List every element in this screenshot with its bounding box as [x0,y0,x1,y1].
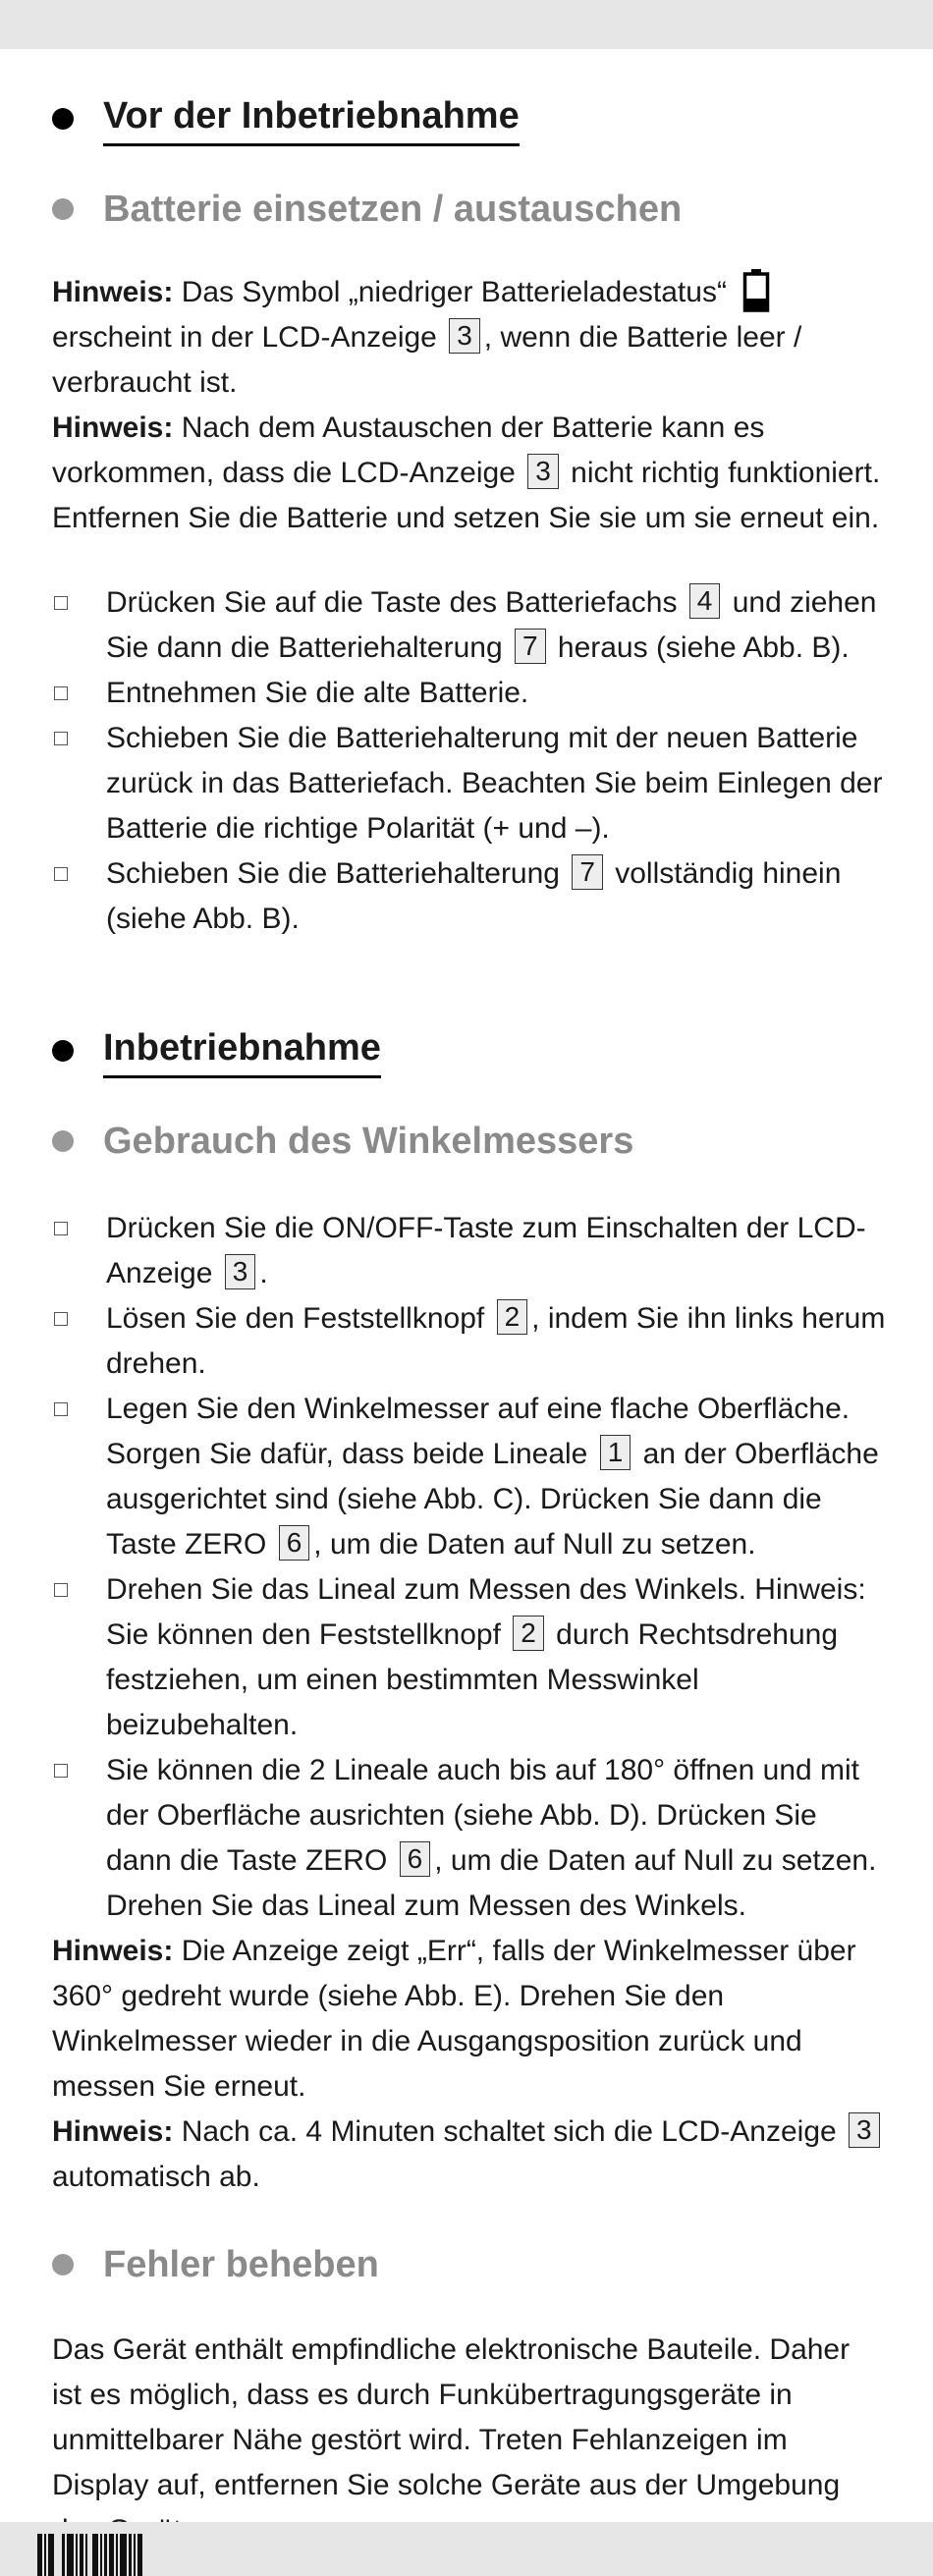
list-item: Entnehmen Sie die alte Batterie. [52,671,887,716]
checkbox-bullet-icon [54,1402,68,1416]
ref-number-2: 2 [497,1299,528,1335]
checkbox-bullet-icon [54,867,68,881]
ref-number-7: 7 [572,854,603,890]
list-item: Legen Sie den Winkelmesser auf eine flache Oberfläche. Sorgen Sie dafür, dass beide Lineale 1 an der Oberfläche ausgerichtet sind (siehe Abb. C). Drücken Sie dann die Taste ZERO 6 , um die Daten auf Null zu setzen. [52,1387,887,1567]
checkbox-bullet-icon [54,1583,68,1597]
ref-number-3: 3 [225,1254,256,1289]
barcode-icon [37,2534,163,2576]
top-margin-bar [0,0,933,49]
ref-number-6: 6 [279,1525,310,1561]
list-item: Drücken Sie die ON/OFF-Taste zum Einschalten der LCD-Anzeige 3 . [52,1206,887,1296]
ref-number-3: 3 [527,454,559,489]
list-item: Schieben Sie die Batteriehalterung 7 vollständig hinein (siehe Abb. B). [52,851,887,942]
list-item: Sie können die 2 Lineale auch bis auf 180° öffnen und mit der Oberfläche ausrichten (siehe Abb. D). Drücken Sie dann die Taste ZERO 6 , um die Daten auf Null zu setzen. Drehen Sie das Lineal zum Messen des Winkels. [52,1748,887,1929]
bullet-dot-icon [52,1040,74,1062]
note-low-battery: Hinweis: Das Symbol „niedriger Batterieladestatus“ erscheint in der LCD-Anzeige 3 , wenn die Batterie leer / verbraucht ist. [52,268,887,406]
bullet-dot-icon [52,108,74,130]
checkbox-bullet-icon [54,686,68,700]
ref-number-2: 2 [513,1616,544,1651]
bullet-dot-icon [52,198,74,220]
checkbox-bullet-icon [54,1312,68,1326]
list-item: Drehen Sie das Lineal zum Messen des Winkels. Hinweis: Sie können den Feststellknopf 2 durch Rechtsdrehung festziehen, um einen bestimmten Messwinkel beizubehalten. [52,1567,887,1748]
checkbox-bullet-icon [54,596,68,610]
ref-number-3: 3 [449,318,480,354]
section-heading-inbetriebnahme: Inbetriebnahme [52,1022,887,1078]
ref-number-7: 7 [515,629,546,664]
battery-steps-list [52,580,887,942]
ref-number-1: 1 [600,1435,631,1470]
bullet-dot-icon [52,2254,74,2275]
bullet-dot-icon [52,1130,74,1152]
page-content [52,90,887,2553]
ref-number-6: 6 [400,1841,431,1877]
section-heading-vor-der-inbetriebnahme: Vor der Inbetriebnahme [52,90,887,146]
list-item: Drücken Sie auf die Taste des Batteriefachs 4 und ziehen Sie dann die Batteriehalterung 7 heraus (siehe Abb. B). [52,580,887,671]
subheading-batterie: Batterie einsetzen / austauschen [52,184,887,235]
subheading-winkelmesser: Gebrauch des Winkelmessers [52,1116,887,1167]
list-item: Schieben Sie die Batteriehalterung mit der neuen Batterie zurück in das Batteriefach. Beachten Sie beim Einlegen der Batterie die richtige Polarität (+ und –). [52,716,887,851]
note-auto-off: Hinweis: Nach ca. 4 Minuten schaltet sich die LCD-Anzeige 3 automatisch ab. [52,2110,887,2200]
note-err-display: Hinweis: Die Anzeige zeigt „Err“, falls der Winkelmesser über 360° gedreht wurde (siehe Abb. E). Drehen Sie den Winkelmesser wieder in die Ausgangsposition zurück und messen Sie erneut. [52,1935,856,2103]
note-replace-battery: Hinweis: Nach dem Austauschen der Batterie kann es vorkommen, dass die LCD-Anzeige 3 nicht richtig funktioniert. Entfernen Sie die Batterie und setzen Sie sie um sie erneut ein. [52,411,881,534]
low-battery-icon [742,268,770,313]
subheading-fehler-beheben: Fehler beheben [52,2239,887,2290]
bottom-margin-bar [0,2522,933,2576]
troubleshooting-paragraph: Das Gerät enthält empfindliche elektronische Bauteile. Daher ist es möglich, dass es durch Funkübertragungsgeräte in unmittelbarer Nähe gestört wird. Treten Fehlanzeigen im Display auf, entfernen Sie solche Geräte aus der Umgebung [52,2333,851,2501]
list-item: Lösen Sie den Feststellknopf 2 , indem Sie ihn links herum drehen. [52,1296,887,1387]
ref-number-3: 3 [849,2112,880,2148]
ref-number-4: 4 [689,583,721,619]
checkbox-bullet-icon [54,1222,68,1235]
checkbox-bullet-icon [54,1764,68,1778]
usage-steps-list [52,1206,887,1929]
checkbox-bullet-icon [54,732,68,745]
